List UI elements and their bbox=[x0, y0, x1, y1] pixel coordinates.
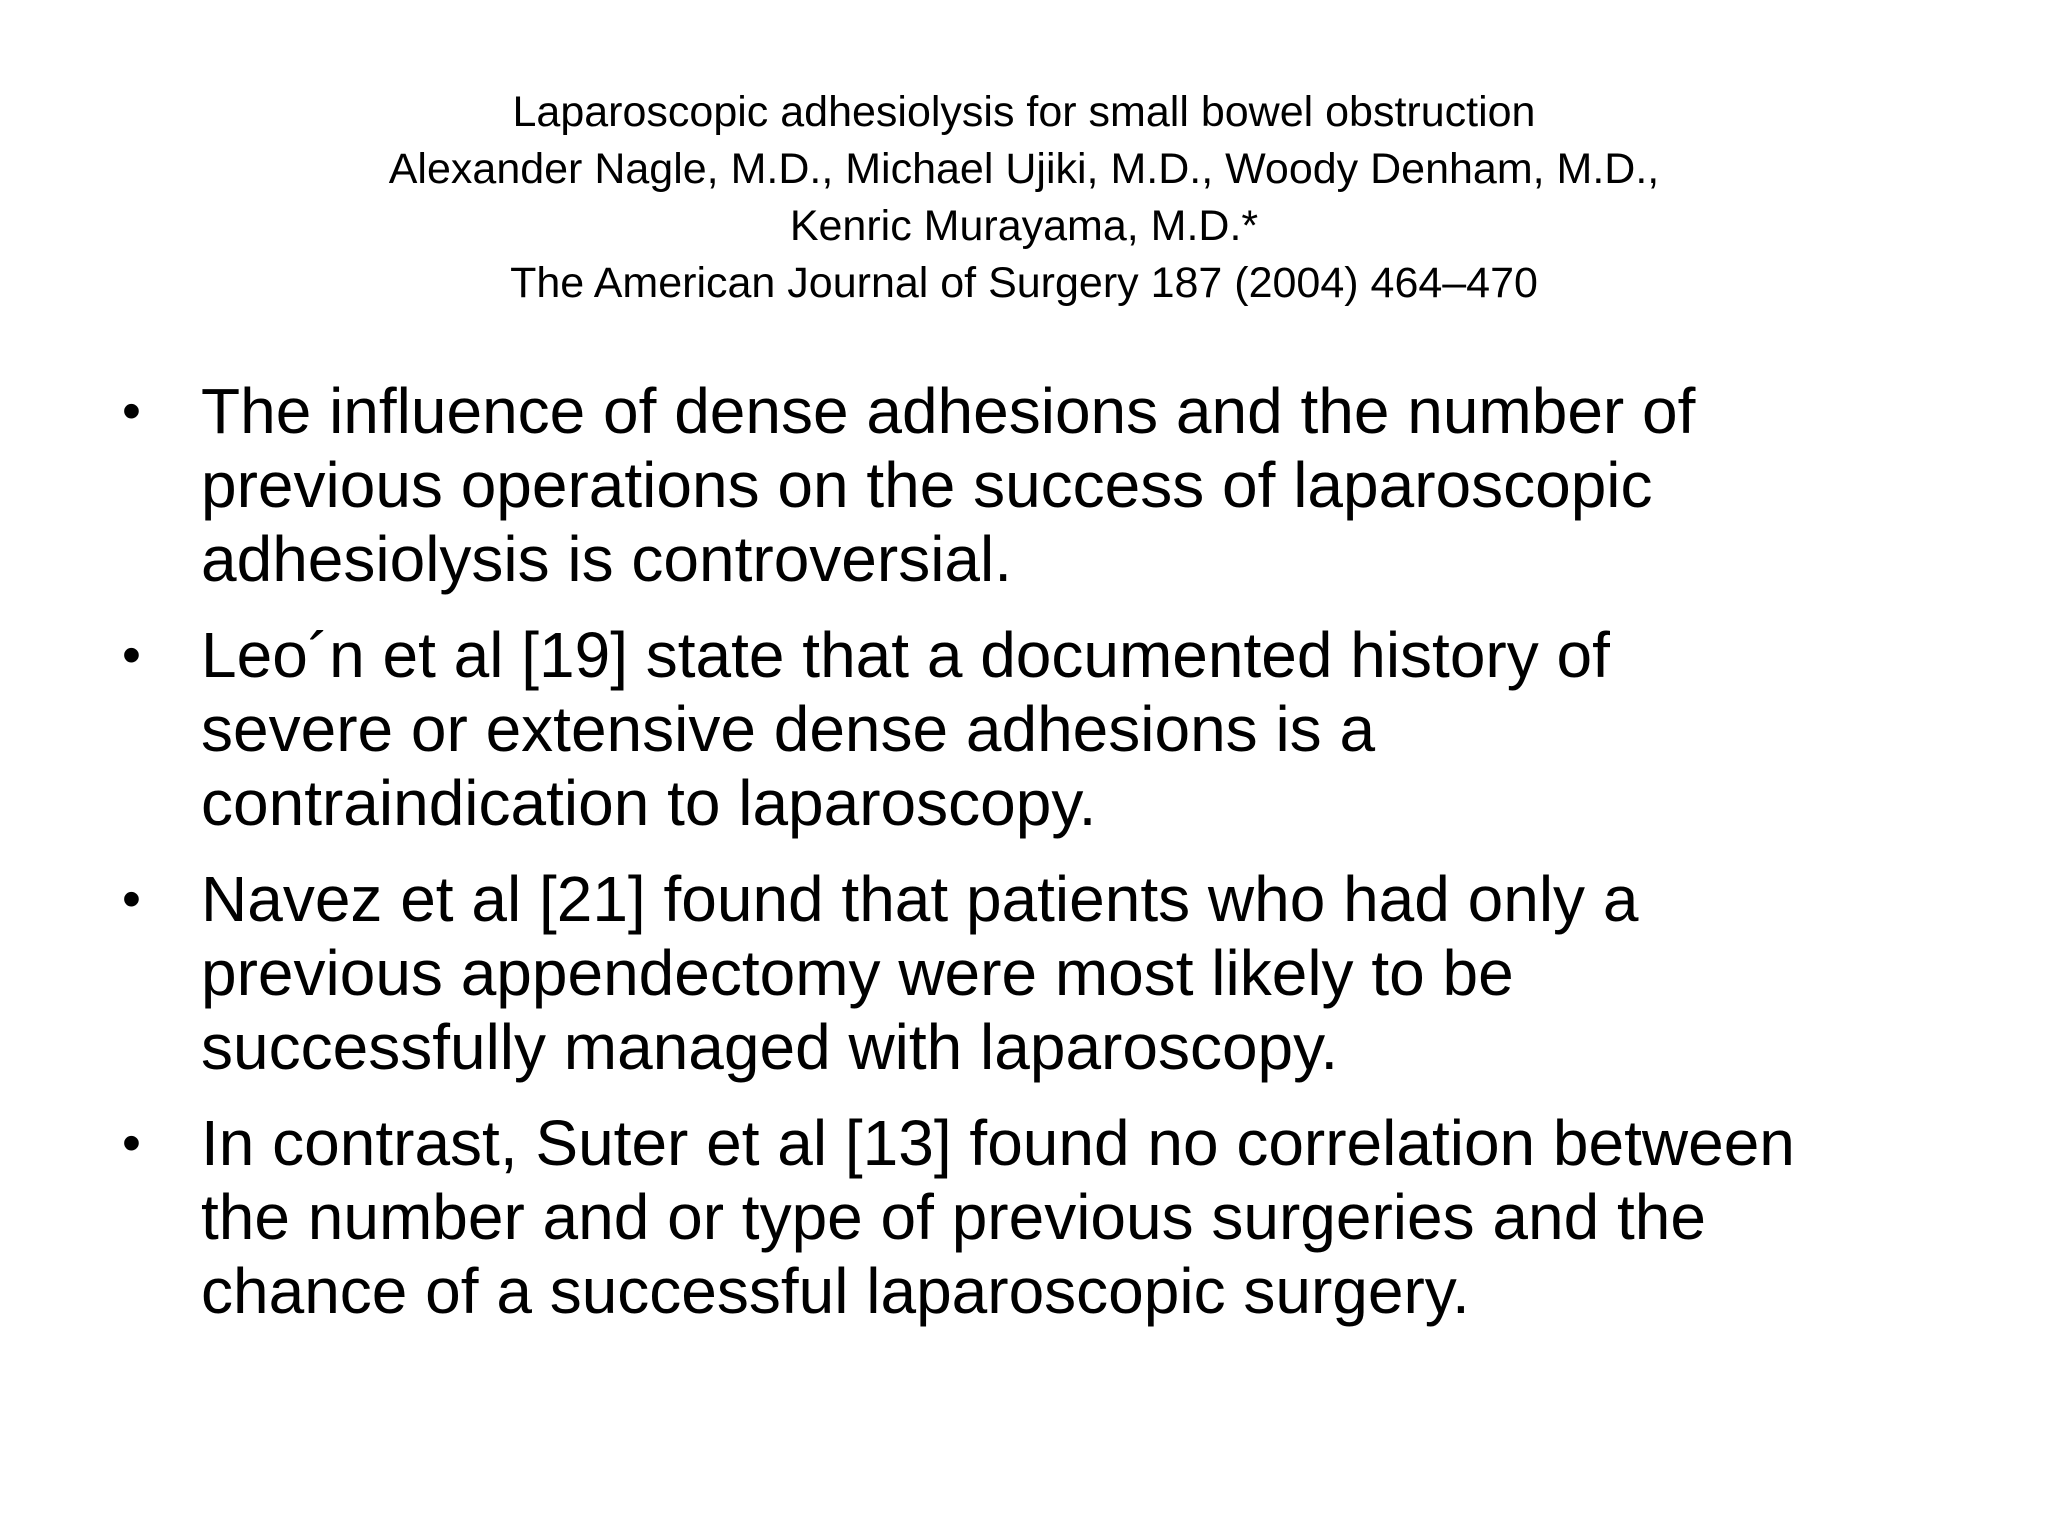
bullet-line: contraindication to laparoscopy. bbox=[201, 767, 1097, 839]
authors-line-1: Alexander Nagle, M.D., Michael Ujiki, M.D., Woody Denham, M.D., bbox=[388, 145, 1660, 193]
bullet-icon: • bbox=[122, 381, 141, 441]
bullet-item-4 bbox=[0, 1106, 2001, 1328]
bullet-line: severe or extensive dense adhesions is a bbox=[201, 693, 1376, 765]
bullet-text bbox=[201, 374, 2001, 596]
bullet-icon: • bbox=[122, 625, 141, 685]
slide-header bbox=[0, 84, 2048, 312]
bullet-text bbox=[201, 862, 2001, 1084]
bullet-line: previous appendectomy were most likely to be bbox=[201, 937, 1514, 1009]
bullet-icon: • bbox=[122, 869, 141, 929]
bullet-text bbox=[201, 618, 2001, 840]
bullet-text bbox=[201, 1106, 2001, 1328]
bullet-line: The influence of dense adhesions and the number of bbox=[201, 375, 1696, 447]
bullet-list bbox=[0, 374, 2048, 1350]
bullet-item-2 bbox=[0, 618, 2001, 840]
bullet-item-3 bbox=[0, 862, 2001, 1084]
bullet-line: the number and or type of previous surgeries and the bbox=[201, 1181, 1706, 1253]
bullet-line: chance of a successful laparoscopic surgery. bbox=[201, 1255, 1470, 1327]
authors-line-2: Kenric Murayama, M.D.* bbox=[789, 202, 1259, 250]
paper-title: Laparoscopic adhesiolysis for small bowel obstruction bbox=[512, 88, 1536, 136]
journal-citation: The American Journal of Surgery 187 (2004) 464–470 bbox=[510, 259, 1538, 307]
bullet-line: successfully managed with laparoscopy. bbox=[201, 1011, 1339, 1083]
bullet-icon: • bbox=[122, 1113, 141, 1173]
bullet-line: adhesiolysis is controversial. bbox=[201, 523, 1012, 595]
bullet-line: Navez et al [21] found that patients who had only a bbox=[201, 863, 1639, 935]
bullet-line: In contrast, Suter et al [13] found no correlation between bbox=[201, 1107, 1795, 1179]
bullet-item-1 bbox=[0, 374, 2001, 596]
bullet-line: previous operations on the success of laparoscopic bbox=[201, 449, 1653, 521]
bullet-line: Leo´n et al [19] state that a documented history of bbox=[201, 619, 1610, 691]
